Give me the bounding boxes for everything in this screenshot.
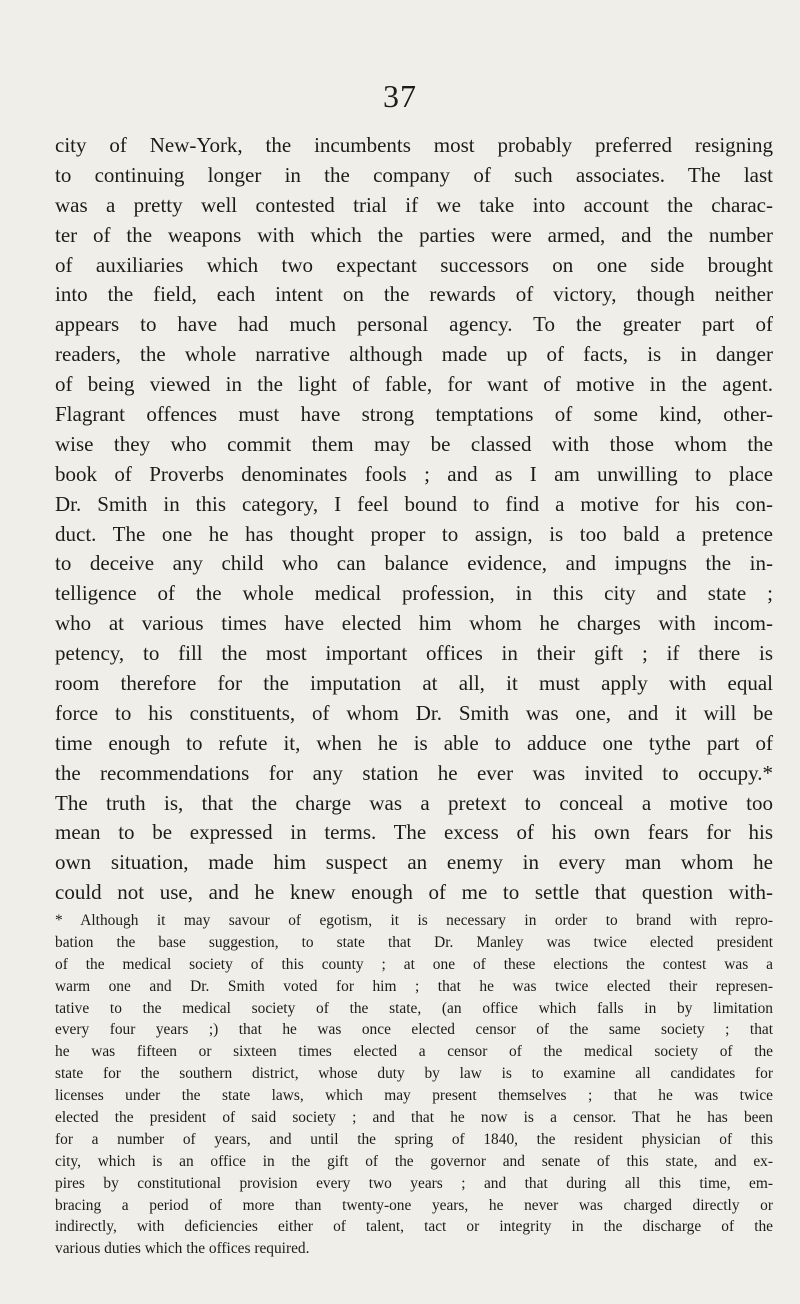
- text-line: to continuing longer in the company of such associates. The last: [55, 162, 773, 187]
- footnote-line: he was fifteen or sixteen times elected a censor of the medical society of the: [55, 1043, 773, 1061]
- text-line: city of New-York, the incumbents most probably preferred resigning: [55, 133, 773, 157]
- text-line: room therefore for the imputation at all, it must apply with equal: [55, 671, 773, 696]
- text-line: ter of the weapons with which the parties were armed, and the number: [55, 222, 773, 247]
- footnote-line: city, which is an office in the gift of the governor and senate of this state, and ex-: [55, 1152, 773, 1170]
- text-line: telligence of the whole medical profession, in this city and state ;: [55, 581, 773, 606]
- text-line: the recommendations for any station he ever was invited to occupy.*: [55, 760, 773, 785]
- page-number: 37: [383, 78, 417, 114]
- footnote: [55, 910, 773, 1260]
- text-line: time enough to refute it, when he is able to adduce one tythe part of: [55, 730, 773, 755]
- text-line: who at various times have elected him whom he charges with incom-: [55, 611, 773, 636]
- text-line: petency, to fill the most important offices in their gift ; if there is: [55, 641, 773, 666]
- footnote-line: elected the president of said society ; and that he now is a censor. That he has been: [55, 1109, 773, 1127]
- footnote-line: state for the southern district, whose duty by law is to examine all candidates for: [55, 1065, 773, 1083]
- text-line: Flagrant offences must have strong temptations of some kind, other-: [55, 402, 773, 427]
- text-line: book of Proverbs denominates fools ; and as I am unwilling to place: [55, 461, 773, 486]
- footnote-line: for a number of years, and until the spring of 1840, the resident physician of this: [55, 1130, 773, 1148]
- footnote-line: licenses under the state laws, which may present themselves ; that he was twice: [55, 1087, 773, 1105]
- text-line: The truth is, that the charge was a pretext to conceal a motive too: [55, 790, 773, 815]
- footnote-line: every four years ;) that he was once elected censor of the same society ; that: [55, 1021, 773, 1039]
- footnote-line: warm one and Dr. Smith voted for him ; that he was twice elected their represen-: [55, 977, 773, 995]
- footnote-line: bation the base suggestion, to state that Dr. Manley was twice elected president: [55, 933, 773, 951]
- text-line: of being viewed in the light of fable, for want of motive in the agent.: [55, 372, 773, 397]
- text-line: appears to have had much personal agency. To the greater part of: [55, 312, 773, 337]
- footnote-line: various duties which the offices required.: [55, 1240, 310, 1258]
- text-line: own situation, made him suspect an enemy in every man whom he: [55, 850, 773, 875]
- text-line: could not use, and he knew enough of me to settle that question with-: [55, 880, 773, 905]
- text-line: readers, the whole narrative although made up of facts, is in danger: [55, 342, 773, 367]
- text-line: wise they who commit them may be classed with those whom the: [55, 431, 773, 456]
- text-line: was a pretty well contested trial if we take into account the charac-: [55, 192, 773, 217]
- text-line: force to his constituents, of whom Dr. Smith was one, and it will be: [55, 700, 773, 725]
- text-line: of auxiliaries which two expectant successors on one side brought: [55, 252, 773, 277]
- footnote-line: tative to the medical society of the state, (an office which falls in by limitation: [55, 999, 773, 1017]
- footnote-line: indirectly, with deficiencies either of talent, tact or integrity in the discharge of the: [55, 1218, 773, 1236]
- text-line: to deceive any child who can balance evidence, and impugns the in-: [55, 551, 773, 576]
- text-line: Dr. Smith in this category, I feel bound to find a motive for his con-: [55, 491, 773, 516]
- footnote-line: * Although it may savour of egotism, it is necessary in order to brand with repro-: [55, 912, 773, 929]
- main-text: [55, 131, 773, 908]
- text-line: mean to be expressed in terms. The excess of his own fears for his: [55, 820, 773, 845]
- footnote-line: pires by constitutional provision every two years ; and that during all this time, em-: [55, 1174, 773, 1192]
- footnote-line: of the medical society of this county ; at one of these elections the contest was a: [55, 955, 773, 973]
- text-line: into the field, each intent on the rewards of victory, though neither: [55, 282, 773, 307]
- footnote-line: bracing a period of more than twenty-one years, he never was charged directly or: [55, 1196, 773, 1214]
- text-line: duct. The one he has thought proper to assign, is too bald a pretence: [55, 521, 773, 546]
